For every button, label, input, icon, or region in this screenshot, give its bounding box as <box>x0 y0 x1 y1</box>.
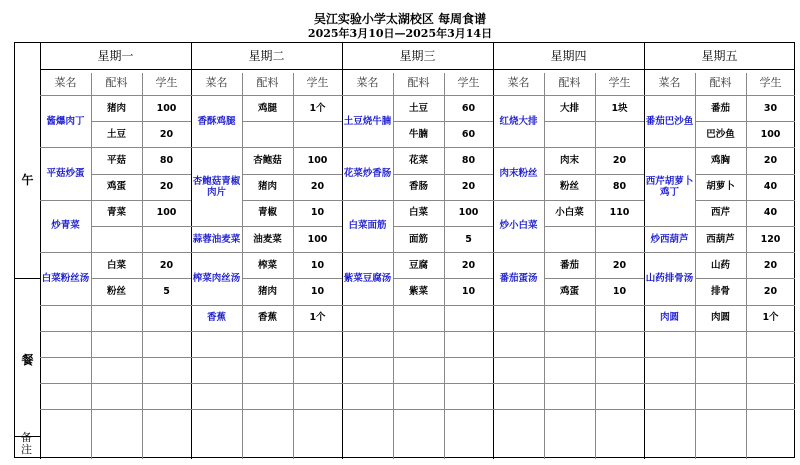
ingredient-qty: 20 <box>159 128 174 140</box>
dish-name: 酱爆肉丁 <box>46 115 85 127</box>
dish-name: 炒青菜 <box>51 220 80 232</box>
column-header-student: 学生 <box>155 75 178 89</box>
ingredient-qty: 10 <box>310 207 325 219</box>
ingredient-name: 鸡蛋 <box>106 181 126 193</box>
dish-name: 红烧大排 <box>499 115 538 127</box>
row-line <box>695 409 795 410</box>
column-header-dish: 菜名 <box>507 75 530 89</box>
ingredient-qty: 100 <box>307 233 328 245</box>
ingredient-qty: 1块 <box>611 102 628 114</box>
ingredient-qty: 20 <box>159 181 174 193</box>
dish-name: 白菜粉丝汤 <box>41 272 90 284</box>
dish-name: 香酥鸡腿 <box>197 115 236 127</box>
column-header-ingredient: 配料 <box>105 75 128 89</box>
ingredient-qty: 20 <box>310 181 325 193</box>
row-line <box>493 409 544 410</box>
column-header-ingredient: 配料 <box>709 75 732 89</box>
ingredient-name: 胡萝卜 <box>706 181 735 193</box>
row-line <box>493 331 544 332</box>
ingredient-qty: 10 <box>461 285 476 297</box>
ingredient-name: 猪肉 <box>257 181 277 193</box>
ingredient-qty: 110 <box>609 207 630 219</box>
row-line <box>393 409 493 410</box>
side-split <box>15 278 40 279</box>
ingredient-name: 番茄 <box>710 102 730 114</box>
ingredient-name: 平菇 <box>106 154 126 166</box>
ingredient-name: 山药 <box>710 259 730 271</box>
ingredient-qty: 40 <box>763 181 778 193</box>
date-range: 2025年3月10日—2025年3月14日 <box>307 27 493 40</box>
column-header-dish: 菜名 <box>54 75 77 89</box>
ingredient-name: 油麦菜 <box>253 233 282 245</box>
row-line <box>644 331 695 332</box>
ingredient-qty: 20 <box>159 259 174 271</box>
ingredient-name: 香蕉 <box>257 312 277 324</box>
dish-name: 肉圆 <box>659 312 679 324</box>
row-line <box>242 383 342 384</box>
dish-name: 西芹胡萝卜鸡丁 <box>645 175 694 198</box>
ingredient-name: 西葫芦 <box>706 233 735 245</box>
ingredient-qty: 20 <box>612 259 627 271</box>
column-header-ingredient: 配料 <box>558 75 581 89</box>
column-header-dish: 菜名 <box>205 75 228 89</box>
ingredient-qty: 100 <box>458 207 479 219</box>
day-header: 星期一 <box>97 48 134 63</box>
ingredient-qty: 100 <box>760 128 781 140</box>
row-line <box>544 409 644 410</box>
dish-name: 榨菜肉丝汤 <box>192 272 241 284</box>
ingredient-name: 香肠 <box>408 181 428 193</box>
ingredient-qty: 100 <box>156 207 177 219</box>
column-header-dish: 菜名 <box>356 75 379 89</box>
ingredient-name: 牛腩 <box>408 128 428 140</box>
column-header-student: 学生 <box>759 75 782 89</box>
row-line <box>493 357 544 358</box>
ingredient-name: 白菜 <box>408 207 428 219</box>
ingredient-name: 西芹 <box>710 207 730 219</box>
ingredient-qty: 20 <box>763 285 778 297</box>
row-line <box>695 357 795 358</box>
dish-name: 紫菜豆腐汤 <box>343 272 392 284</box>
dish-name: 番茄巴沙鱼 <box>645 115 694 127</box>
row-line <box>644 409 695 410</box>
dish-name: 杏鲍菇青椒肉片 <box>192 175 241 198</box>
column-header-student: 学生 <box>306 75 329 89</box>
row-line <box>544 121 644 122</box>
row-line <box>242 409 342 410</box>
ingredient-name: 猪肉 <box>106 102 126 114</box>
ingredient-qty: 20 <box>461 181 476 193</box>
row-line <box>544 331 644 332</box>
row-line <box>544 383 644 384</box>
row-line <box>91 226 191 227</box>
row-line <box>544 357 644 358</box>
row-line <box>493 383 544 384</box>
row-line <box>40 357 91 358</box>
side-label-meal: 餐 <box>21 353 34 367</box>
ingredient-name: 鸡腿 <box>257 102 277 114</box>
row-line <box>342 305 393 306</box>
ingredient-name: 肉末 <box>559 154 579 166</box>
row-line <box>91 357 191 358</box>
row-line <box>242 357 342 358</box>
dish-name: 炒小白菜 <box>499 220 538 232</box>
dish-name: 白菜面筋 <box>348 220 387 232</box>
row-line <box>91 383 191 384</box>
ingredient-qty: 120 <box>760 233 781 245</box>
ingredient-qty: 80 <box>612 181 627 193</box>
row-line <box>40 305 91 306</box>
row-line <box>342 409 393 410</box>
side-label-remarks: 备注 <box>21 431 32 456</box>
ingredient-name: 排骨 <box>710 285 730 297</box>
ingredient-name: 鸡蛋 <box>559 285 579 297</box>
dish-name: 平菇炒蛋 <box>46 168 85 180</box>
ingredient-qty: 1个 <box>762 312 779 324</box>
page-title: 吴江实验小学太湖校区 每周食谱 <box>313 12 487 26</box>
column-header-dish: 菜名 <box>658 75 681 89</box>
ingredient-name: 土豆 <box>106 128 126 140</box>
row-line <box>91 305 191 306</box>
day-header: 星期五 <box>701 48 738 63</box>
ingredient-name: 巴沙鱼 <box>706 128 735 140</box>
row-line <box>493 305 544 306</box>
ingredient-qty: 60 <box>461 102 476 114</box>
row-line <box>91 331 191 332</box>
side-label-noon: 午 <box>21 172 34 187</box>
row-line <box>191 357 242 358</box>
day-header: 星期三 <box>399 48 436 63</box>
ingredient-name: 肉圆 <box>710 312 730 324</box>
dish-name: 炒西葫芦 <box>650 233 689 245</box>
row-line <box>342 383 393 384</box>
row-line <box>40 331 91 332</box>
ingredient-name: 白菜 <box>106 259 126 271</box>
row-line <box>644 383 695 384</box>
ingredient-qty: 10 <box>612 285 627 297</box>
column-header-student: 学生 <box>608 75 631 89</box>
remarks-split <box>15 436 40 437</box>
ingredient-qty: 1个 <box>309 102 326 114</box>
row-line <box>342 357 393 358</box>
day-header: 星期二 <box>248 48 285 63</box>
dish-name: 土豆烧牛腩 <box>343 115 392 127</box>
day-header: 星期四 <box>550 48 587 63</box>
row-line <box>393 383 493 384</box>
row-line <box>342 331 393 332</box>
column-header-ingredient: 配料 <box>256 75 279 89</box>
ingredient-name: 杏鲍菇 <box>253 154 282 166</box>
row-line <box>393 305 493 306</box>
ingredient-name: 豆腐 <box>408 259 428 271</box>
row-line <box>242 331 342 332</box>
ingredient-name: 猪肉 <box>257 285 277 297</box>
row-line <box>242 121 342 122</box>
dish-name: 蒜蓉油麦菜 <box>192 233 241 245</box>
row-line <box>40 383 91 384</box>
row-line <box>695 331 795 332</box>
menu-table <box>14 42 795 458</box>
row-line <box>191 331 242 332</box>
row-line <box>191 409 242 410</box>
ingredient-qty: 20 <box>763 154 778 166</box>
ingredient-qty: 60 <box>461 128 476 140</box>
ingredient-qty: 10 <box>310 259 325 271</box>
ingredient-name: 鸡胸 <box>710 154 730 166</box>
ingredient-qty: 100 <box>307 154 328 166</box>
ingredient-name: 榨菜 <box>257 259 277 271</box>
ingredient-name: 土豆 <box>408 102 428 114</box>
ingredient-qty: 20 <box>461 259 476 271</box>
ingredient-name: 大排 <box>559 102 579 114</box>
ingredient-qty: 5 <box>163 285 170 297</box>
dish-name: 肉末粉丝 <box>499 168 538 180</box>
ingredient-qty: 10 <box>310 285 325 297</box>
ingredient-name: 小白菜 <box>555 207 584 219</box>
ingredient-name: 青菜 <box>106 207 126 219</box>
ingredient-qty: 100 <box>156 102 177 114</box>
ingredient-qty: 20 <box>612 154 627 166</box>
row-line <box>40 409 91 410</box>
ingredient-qty: 80 <box>159 154 174 166</box>
dish-name: 香蕉 <box>206 312 226 324</box>
ingredient-name: 粉丝 <box>559 181 579 193</box>
dish-name: 山药排骨汤 <box>645 272 694 284</box>
column-header-student: 学生 <box>457 75 480 89</box>
ingredient-name: 粉丝 <box>106 285 126 297</box>
row-line <box>191 383 242 384</box>
dish-name: 花菜炒香肠 <box>343 168 392 180</box>
ingredient-qty: 80 <box>461 154 476 166</box>
ingredient-qty: 40 <box>763 207 778 219</box>
ingredient-qty: 5 <box>465 233 472 245</box>
ingredient-qty: 1个 <box>309 312 326 324</box>
ingredient-qty: 30 <box>763 102 778 114</box>
ingredient-name: 花菜 <box>408 154 428 166</box>
column-header-ingredient: 配料 <box>407 75 430 89</box>
row-line <box>393 357 493 358</box>
ingredient-name: 紫菜 <box>408 285 428 297</box>
ingredient-name: 青椒 <box>257 207 277 219</box>
row-line <box>544 305 644 306</box>
dish-name: 番茄蛋汤 <box>499 272 538 284</box>
row-line <box>91 409 191 410</box>
ingredient-qty: 20 <box>763 259 778 271</box>
ingredient-name: 面筋 <box>408 233 428 245</box>
row-line <box>393 331 493 332</box>
row-line <box>544 226 644 227</box>
row-line <box>695 383 795 384</box>
row-line <box>644 357 695 358</box>
ingredient-name: 番茄 <box>559 259 579 271</box>
